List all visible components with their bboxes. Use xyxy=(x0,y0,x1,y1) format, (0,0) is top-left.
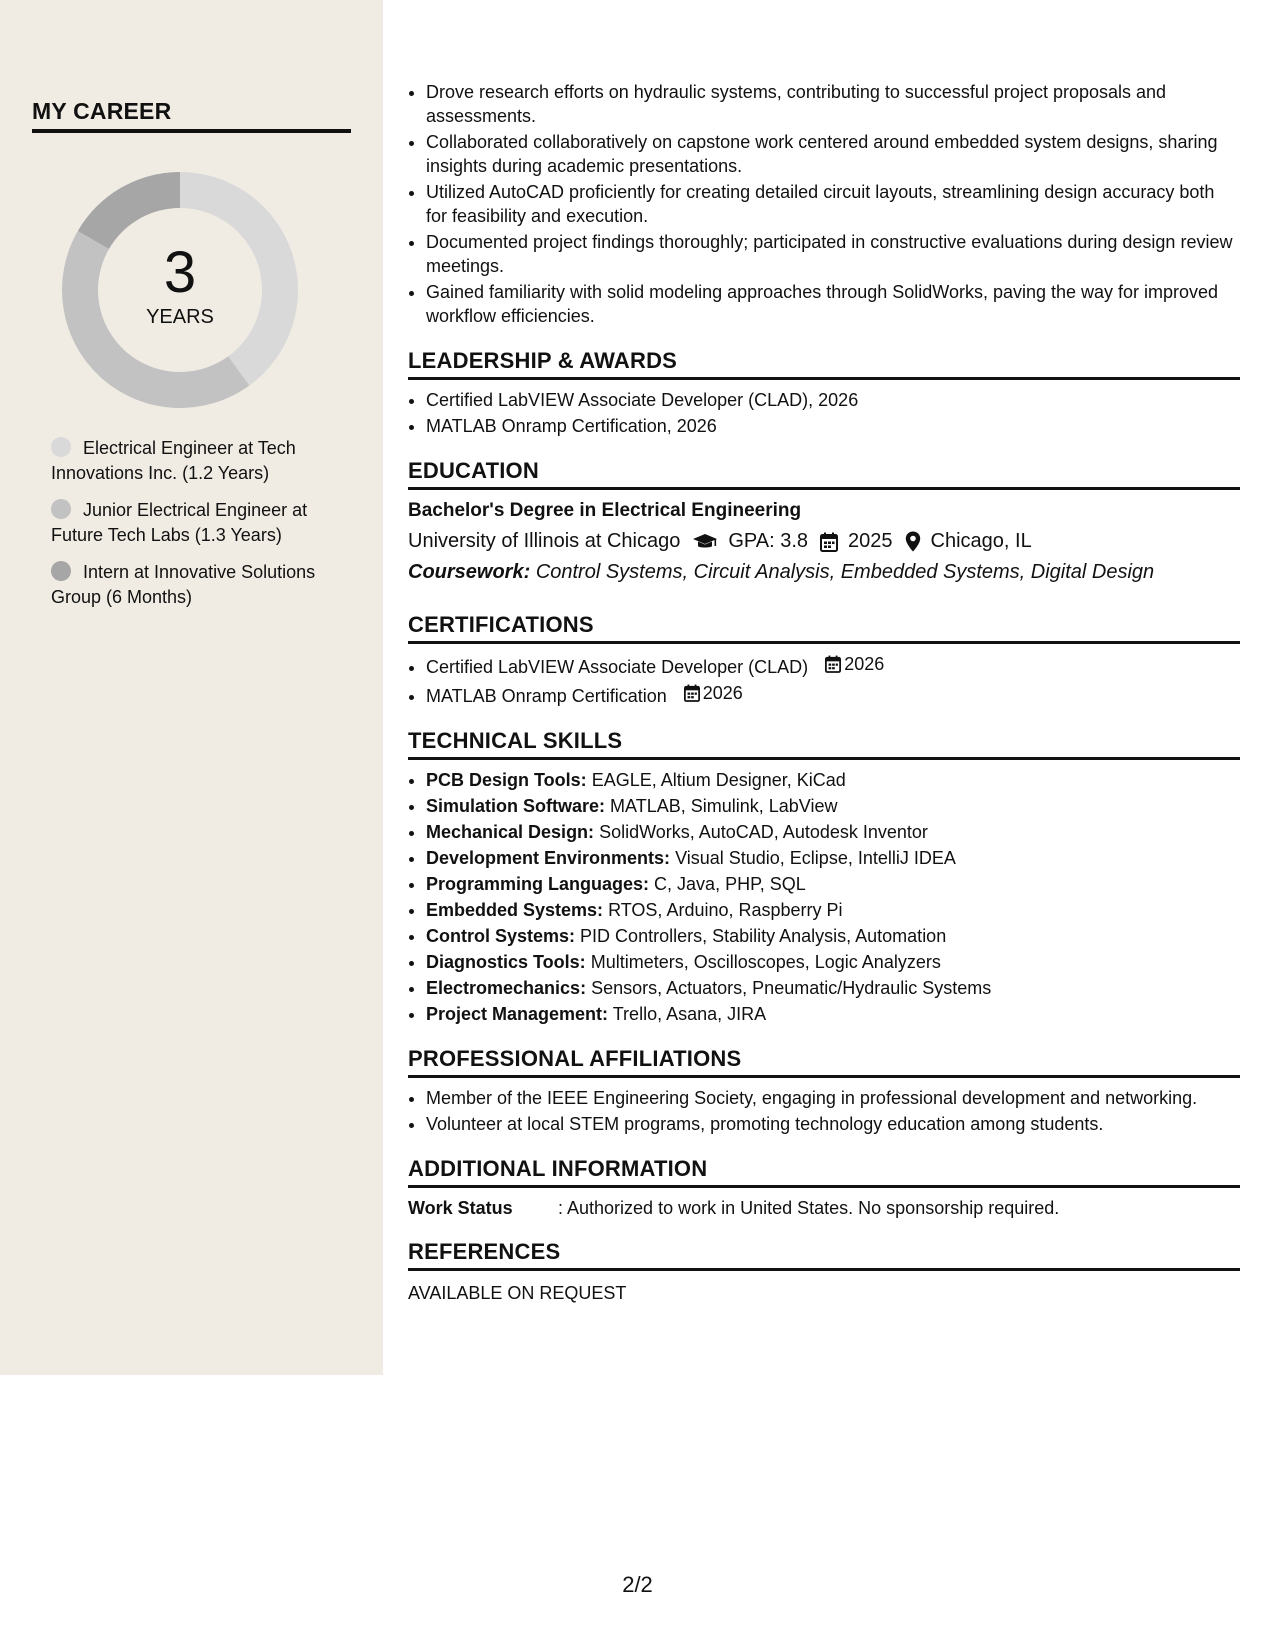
coursework-label: Coursework: xyxy=(408,561,531,583)
skills-heading: TECHNICAL SKILLS xyxy=(408,728,1240,760)
education-degree: Bachelor's Degree in Electrical Engineering xyxy=(408,500,802,521)
skill-item xyxy=(426,976,1240,1000)
experience-bullet: • Documented project findings thoroughly; participated in constructive evaluations during design review meetings. xyxy=(426,230,1240,278)
certifications-list xyxy=(408,652,1240,708)
experience-bullet: • Gained familiarity with solid modeling approaches through SolidWorks, paving the way for improved workflow efficiencies. xyxy=(426,280,1240,328)
work-status-row xyxy=(408,1198,1240,1219)
skill-value: Visual Studio, Eclipse, IntelliJ IDEA xyxy=(675,848,956,868)
affiliation-item: • Volunteer at local STEM programs, promoting technology education among students. xyxy=(426,1112,1240,1136)
legend-item xyxy=(51,560,341,610)
skill-value: EAGLE, Altium Designer, KiCad xyxy=(591,770,846,790)
legend-label: Intern at Innovative Solutions Group (6 Months) xyxy=(51,562,316,607)
skill-label: Programming Languages: xyxy=(426,874,650,894)
calendar-icon xyxy=(825,655,841,673)
career-legend xyxy=(51,436,341,622)
leadership-item: • MATLAB Onramp Certification, 2026 xyxy=(426,414,1240,438)
legend-item xyxy=(51,498,341,548)
skill-value: MATLAB, Simulink, LabView xyxy=(610,796,838,816)
education-details xyxy=(408,530,1240,553)
skill-label: Simulation Software: xyxy=(426,796,606,816)
legend-dot xyxy=(51,561,71,581)
main-content xyxy=(408,80,1240,1304)
affiliations-list xyxy=(408,1086,1240,1136)
career-heading: MY CAREER xyxy=(32,98,351,133)
certification-year: 2026 xyxy=(702,683,743,703)
references-text: AVAILABLE ON REQUEST xyxy=(408,1283,627,1303)
education-location: Chicago, IL xyxy=(930,530,1032,552)
certification-item xyxy=(426,652,1240,679)
skill-label: Electromechanics: xyxy=(426,978,587,998)
calendar-icon xyxy=(684,684,700,702)
certification-name: MATLAB Onramp Certification xyxy=(426,686,667,706)
skill-item xyxy=(426,950,1240,974)
affiliations-heading: PROFESSIONAL AFFILIATIONS xyxy=(408,1046,1240,1078)
skill-label: Development Environments: xyxy=(426,848,671,868)
legend-item xyxy=(51,436,341,486)
work-status-value: : Authorized to work in United States. No sponsorship required. xyxy=(558,1198,1060,1218)
donut-center xyxy=(62,172,298,408)
education-gpa: GPA: 3.8 xyxy=(728,530,809,552)
skill-value: Trello, Asana, JIRA xyxy=(612,1004,767,1024)
skill-item xyxy=(426,898,1240,922)
skill-item xyxy=(426,872,1240,896)
legend-dot xyxy=(51,499,71,519)
skill-label: Control Systems: xyxy=(426,926,576,946)
calendar-icon xyxy=(820,532,838,552)
references-heading: REFERENCES xyxy=(408,1239,1240,1271)
education-coursework xyxy=(408,561,1240,584)
experience-bullets xyxy=(408,80,1240,328)
work-status-label: Work Status xyxy=(408,1198,513,1218)
skill-value: C, Java, PHP, SQL xyxy=(654,874,806,894)
page-number: 2/2 xyxy=(622,1572,653,1597)
skills-list xyxy=(408,768,1240,1026)
graduation-cap-icon xyxy=(692,533,718,551)
skill-item xyxy=(426,924,1240,948)
leadership-heading: LEADERSHIP & AWARDS xyxy=(408,348,1240,380)
education-year: 2025 xyxy=(848,530,893,552)
skill-value: Sensors, Actuators, Pneumatic/Hydraulic Systems xyxy=(591,978,992,998)
legend-label: Electrical Engineer at Tech Innovations Inc. (1.2 Years) xyxy=(51,438,296,483)
skill-item xyxy=(426,768,1240,792)
education-heading: EDUCATION xyxy=(408,458,1240,490)
legend-dot xyxy=(51,437,71,457)
certifications-heading: CERTIFICATIONS xyxy=(408,612,1240,644)
skill-label: Project Management: xyxy=(426,1004,609,1024)
leadership-item: • Certified LabVIEW Associate Developer (CLAD), 2026 xyxy=(426,388,1240,412)
affiliation-item: • Member of the IEEE Engineering Society, engaging in professional development and networking. xyxy=(426,1086,1240,1110)
skill-value: Multimeters, Oscilloscopes, Logic Analyzers xyxy=(590,952,941,972)
skill-label: PCB Design Tools: xyxy=(426,770,587,790)
skill-label: Mechanical Design: xyxy=(426,822,595,842)
map-pin-icon xyxy=(905,531,921,552)
skill-item xyxy=(426,1002,1240,1026)
skill-label: Embedded Systems: xyxy=(426,900,604,920)
education-school: University of Illinois at Chicago xyxy=(408,530,681,552)
skill-value: SolidWorks, AutoCAD, Autodesk Inventor xyxy=(599,822,928,842)
additional-info-heading: ADDITIONAL INFORMATION xyxy=(408,1156,1240,1188)
experience-bullet: • Utilized AutoCAD proficiently for creating detailed circuit layouts, streamlining design accuracy both for feasibility and execution. xyxy=(426,180,1240,228)
donut-total-unit: YEARS xyxy=(146,305,214,328)
skill-item xyxy=(426,846,1240,870)
skill-label: Diagnostics Tools: xyxy=(426,952,586,972)
skill-value: RTOS, Arduino, Raspberry Pi xyxy=(608,900,843,920)
certification-name: Certified LabVIEW Associate Developer (CLAD) xyxy=(426,657,809,677)
legend-label: Junior Electrical Engineer at Future Tech Labs (1.3 Years) xyxy=(51,500,308,545)
skill-item xyxy=(426,820,1240,844)
certification-item xyxy=(426,681,1240,708)
certification-year: 2026 xyxy=(844,654,885,674)
donut-total-number: 3 xyxy=(163,239,197,305)
coursework-value: Control Systems, Circuit Analysis, Embedded Systems, Digital Design xyxy=(535,561,1155,583)
skill-value: PID Controllers, Stability Analysis, Automation xyxy=(580,926,947,946)
skill-item xyxy=(426,794,1240,818)
leadership-list xyxy=(408,388,1240,438)
experience-bullet: • Collaborated collaboratively on capstone work centered around embedded system designs, sharing insights during academic presentations. xyxy=(426,130,1240,178)
experience-bullet: • Drove research efforts on hydraulic systems, contributing to successful project proposals and assessments. xyxy=(426,80,1240,128)
sidebar xyxy=(0,0,383,1375)
